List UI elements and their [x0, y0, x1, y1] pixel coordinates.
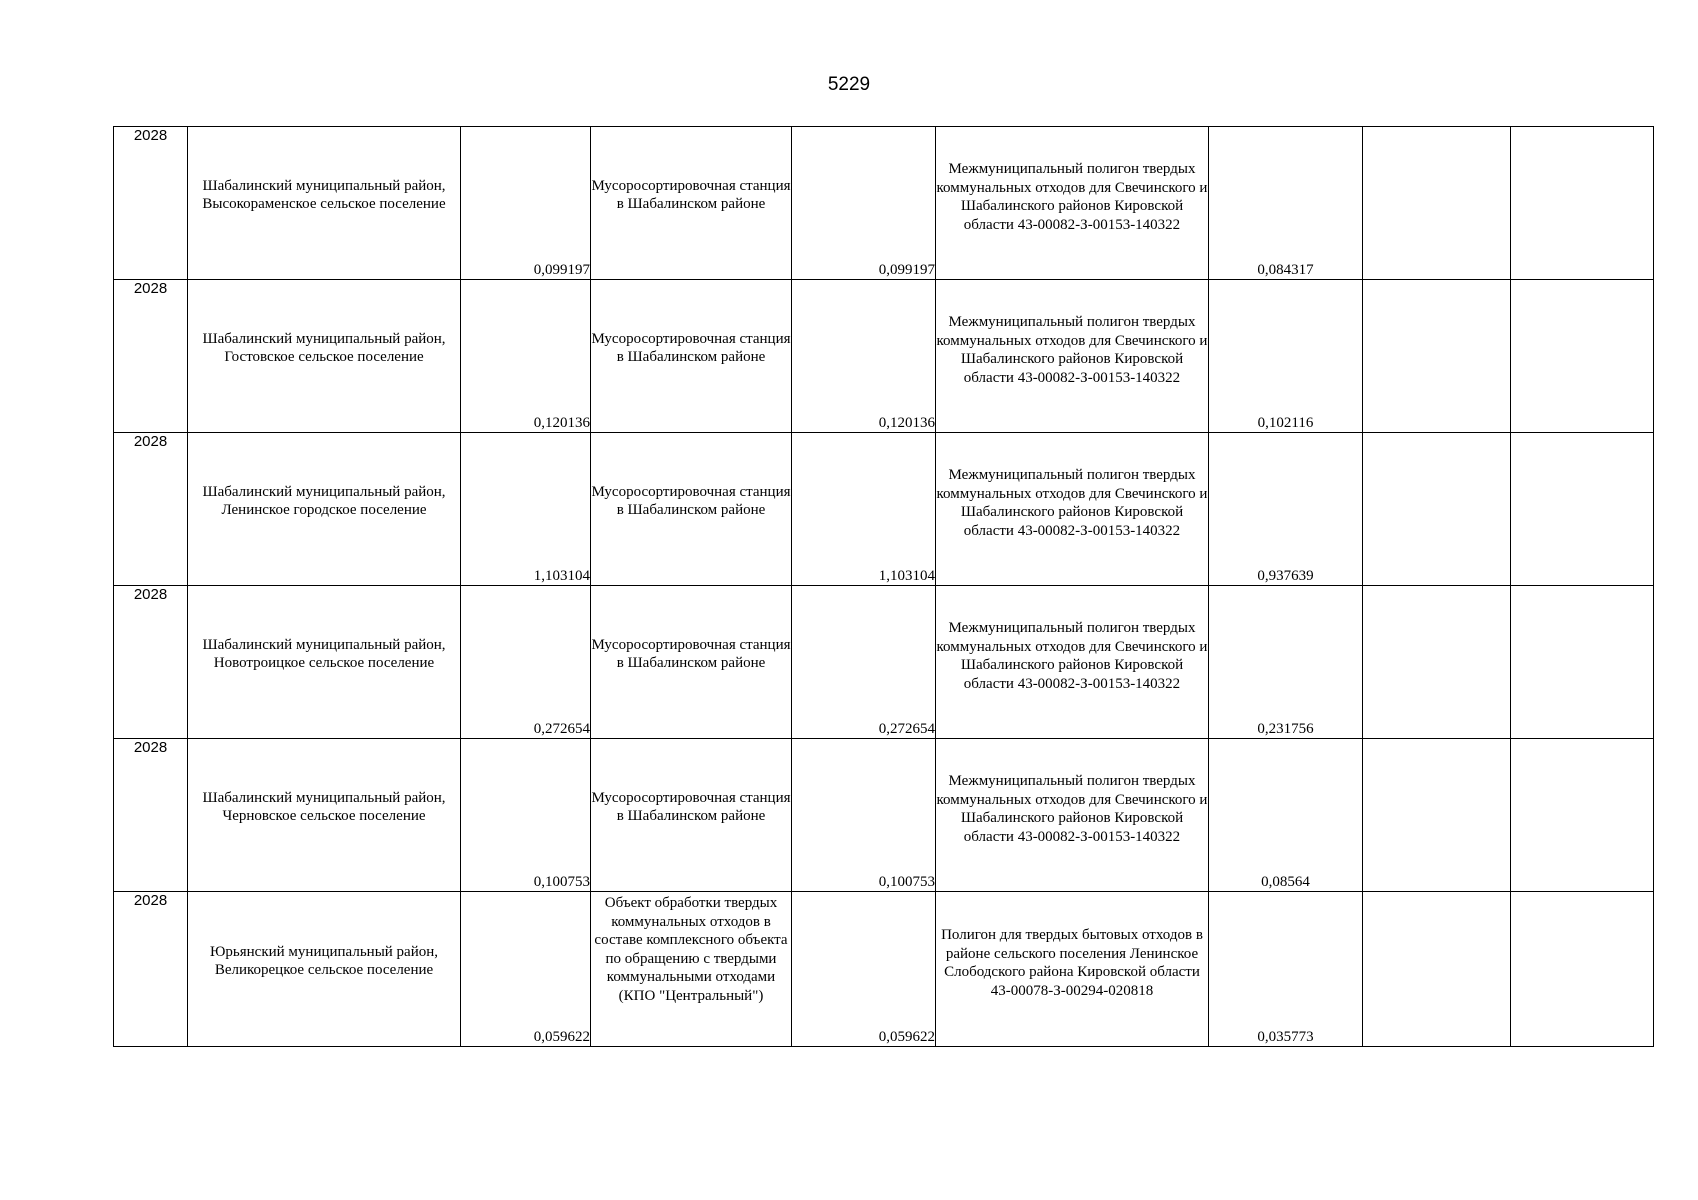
year-cell: 2028: [114, 586, 188, 739]
destination-cell: [936, 433, 1209, 586]
amount-to-destination-cell: 0,231756: [1209, 586, 1363, 739]
destination-text: Межмуниципальный полигон твердых коммунальных отходов для Свечинского и Шабалинского районов Кировской области 43-00082-З-00153-140322: [936, 161, 1208, 233]
facility-cell: [591, 892, 792, 1047]
amount-generated-cell: 0,100753: [461, 739, 591, 892]
municipality-text: Шабалинский муниципальный район, Новотроицкое сельское поселение: [202, 636, 446, 671]
year-cell: 2028: [114, 433, 188, 586]
page-number: 5229: [827, 74, 871, 95]
table-row: [114, 586, 1654, 739]
empty-cell: [1363, 433, 1511, 586]
empty-cell: [1511, 739, 1654, 892]
destination-cell: [936, 280, 1209, 433]
amount-to-facility-cell: 0,272654: [792, 586, 936, 739]
facility-cell: [591, 280, 792, 433]
facility-cell: [591, 586, 792, 739]
empty-cell: [1511, 280, 1654, 433]
municipality-text: Шабалинский муниципальный район, Ленинское городское поселение: [202, 483, 446, 518]
empty-cell: [1511, 892, 1654, 1047]
municipality-text: Шабалинский муниципальный район, Черновское сельское поселение: [202, 789, 446, 824]
amount-to-facility-cell: 1,103104: [792, 433, 936, 586]
destination-text: Межмуниципальный полигон твердых коммунальных отходов для Свечинского и Шабалинского районов Кировской области 43-00082-З-00153-140322: [936, 314, 1208, 386]
amount-generated-cell: 0,120136: [461, 280, 591, 433]
municipality-cell: [188, 586, 461, 739]
year-cell: 2028: [114, 892, 188, 1047]
destination-text: Межмуниципальный полигон твердых коммунальных отходов для Свечинского и Шабалинского районов Кировской области 43-00082-З-00153-140322: [936, 467, 1208, 539]
empty-cell: [1363, 127, 1511, 280]
amount-generated-cell: 0,059622: [461, 892, 591, 1047]
destination-text: Полигон для твердых бытовых отходов в районе сельского поселения Ленинское Слободского района Кировской области 43-00078-З-00294-020818: [941, 927, 1203, 999]
amount-to-facility-cell: 0,100753: [792, 739, 936, 892]
municipality-cell: [188, 892, 461, 1047]
table-row: [114, 892, 1654, 1047]
facility-cell: [591, 739, 792, 892]
facility-text: Мусоросортировочная станция в Шабалинском районе: [591, 177, 791, 212]
municipality-cell: [188, 433, 461, 586]
table-row: [114, 739, 1654, 892]
empty-cell: [1511, 127, 1654, 280]
empty-cell: [1511, 433, 1654, 586]
table-row: [114, 280, 1654, 433]
municipality-cell: [188, 739, 461, 892]
facility-text: Мусоросортировочная станция в Шабалинском районе: [591, 483, 791, 518]
amount-generated-cell: 0,272654: [461, 586, 591, 739]
facility-text: Мусоросортировочная станция в Шабалинском районе: [591, 789, 791, 824]
amount-to-facility-cell: 0,120136: [792, 280, 936, 433]
amount-to-facility-cell: 0,099197: [792, 127, 936, 280]
municipality-cell: [188, 127, 461, 280]
facility-text: Объект обработки твердых коммунальных отходов в составе комплексного объекта по обращению с твердыми коммунальными отходами (КПО "Центральный"): [594, 895, 788, 1004]
municipality-cell: [188, 280, 461, 433]
municipality-text: Юрьянский муниципальный район, Великорецкое сельское поселение: [209, 943, 439, 978]
empty-cell: [1363, 586, 1511, 739]
destination-cell: [936, 739, 1209, 892]
year-cell: 2028: [114, 739, 188, 892]
empty-cell: [1363, 739, 1511, 892]
year-cell: 2028: [114, 127, 188, 280]
destination-cell: [936, 892, 1209, 1047]
destination-cell: [936, 586, 1209, 739]
amount-generated-cell: 1,103104: [461, 433, 591, 586]
facility-text: Мусоросортировочная станция в Шабалинском районе: [591, 330, 791, 365]
municipality-text: Шабалинский муниципальный район, Гостовское сельское поселение: [202, 330, 446, 365]
amount-generated-cell: 0,099197: [461, 127, 591, 280]
amount-to-destination-cell: 0,084317: [1209, 127, 1363, 280]
destination-text: Межмуниципальный полигон твердых коммунальных отходов для Свечинского и Шабалинского районов Кировской области 43-00082-З-00153-140322: [936, 773, 1208, 845]
table-row: [114, 433, 1654, 586]
empty-cell: [1363, 892, 1511, 1047]
destination-cell: [936, 127, 1209, 280]
waste-flow-table: [113, 126, 1654, 1047]
municipality-text: Шабалинский муниципальный район, Высокораменское сельское поселение: [202, 177, 446, 212]
amount-to-facility-cell: 0,059622: [792, 892, 936, 1047]
empty-cell: [1363, 280, 1511, 433]
facility-text: Мусоросортировочная станция в Шабалинском районе: [591, 636, 791, 671]
amount-to-destination-cell: 0,035773: [1209, 892, 1363, 1047]
year-cell: 2028: [114, 280, 188, 433]
facility-cell: [591, 433, 792, 586]
amount-to-destination-cell: 0,08564: [1209, 739, 1363, 892]
facility-cell: [591, 127, 792, 280]
table-row: [114, 127, 1654, 280]
amount-to-destination-cell: 0,937639: [1209, 433, 1363, 586]
empty-cell: [1511, 586, 1654, 739]
destination-text: Межмуниципальный полигон твердых коммунальных отходов для Свечинского и Шабалинского районов Кировской области 43-00082-З-00153-140322: [936, 620, 1208, 692]
amount-to-destination-cell: 0,102116: [1209, 280, 1363, 433]
